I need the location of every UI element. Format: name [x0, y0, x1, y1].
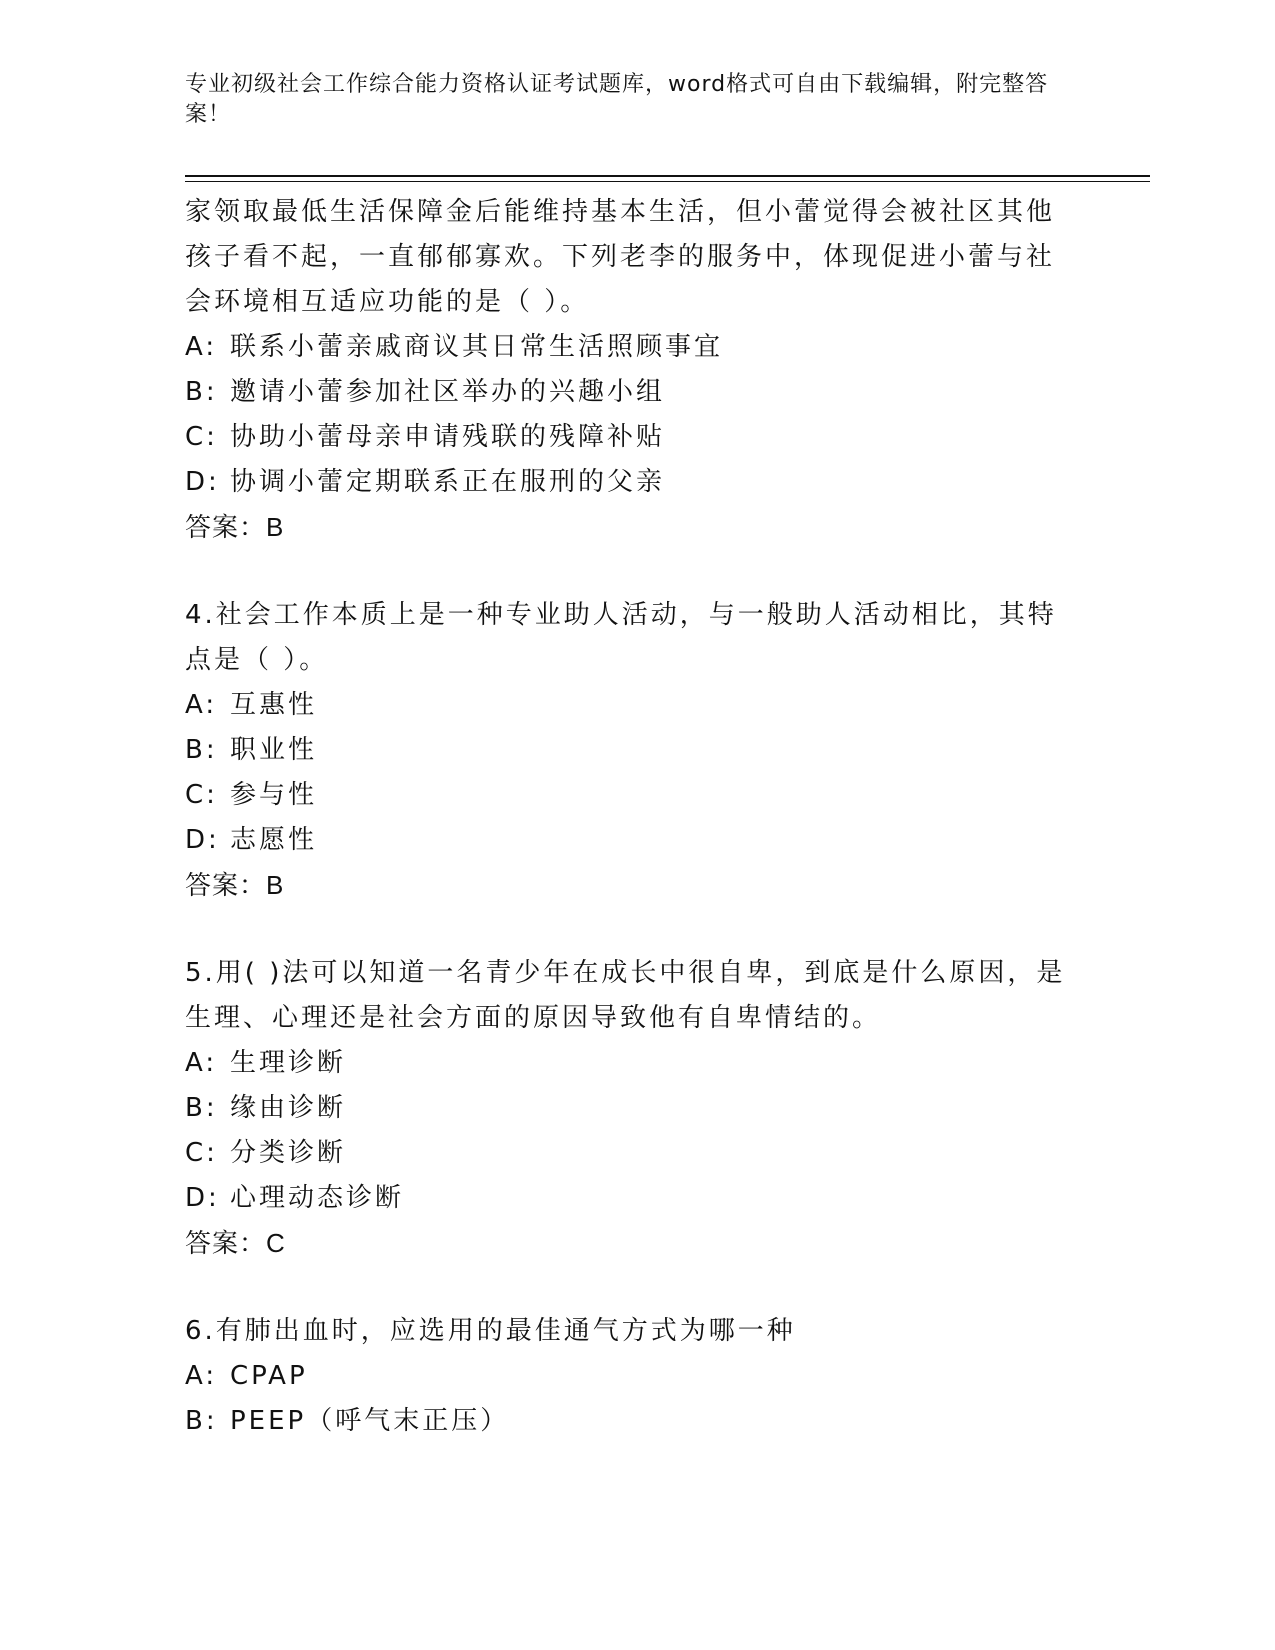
- question-stem-line: 家领取最低生活保障金后能维持基本生活，但小蕾觉得会被社区其他: [185, 197, 1056, 227]
- option-key: D:: [185, 467, 220, 497]
- option-text: 职业性: [230, 735, 318, 765]
- question-stem-line: 点是（ ）。: [185, 645, 329, 675]
- option-text: 心理动态诊断: [230, 1183, 405, 1213]
- option-d: [185, 818, 1065, 863]
- option-text: 协助小蕾母亲申请残联的残障补贴: [230, 422, 666, 452]
- option-key: A:: [185, 1361, 218, 1391]
- header-divider: [185, 175, 1150, 177]
- page-header: [185, 70, 1065, 130]
- option-d: [185, 1176, 1065, 1221]
- option-text: 协调小蕾定期联系正在服刑的父亲: [230, 467, 666, 497]
- option-key: C:: [185, 780, 218, 810]
- question-5: [185, 951, 1065, 1266]
- question-stem-line: 6.有肺出血时，应选用的最佳通气方式为哪一种: [185, 1316, 796, 1346]
- option-b: [185, 370, 1065, 415]
- option-key: A:: [185, 332, 218, 362]
- option-key: B:: [185, 377, 218, 407]
- question-stem-line: 孩子看不起，一直郁郁寡欢。下列老李的服务中，体现促进小蕾与社: [185, 242, 1056, 272]
- question-stem-line: 4.社会工作本质上是一种专业助人活动，与一般助人活动相比，其特: [185, 600, 1057, 630]
- option-c: [185, 415, 1065, 460]
- option-key: B:: [185, 735, 218, 765]
- header-title: 专业初级社会工作综合能力资格认证考试题库，word格式可自由下载编辑，附完整答案！: [185, 72, 1049, 127]
- option-key: A:: [185, 690, 218, 720]
- option-text: 联系小蕾亲戚商议其日常生活照顾事宜: [230, 332, 724, 362]
- option-key: B:: [185, 1093, 218, 1123]
- option-a: [185, 1041, 1065, 1086]
- question-stem-line: 会环境相互适应功能的是（ ）。: [185, 287, 590, 317]
- question-4: [185, 593, 1065, 908]
- option-a: [185, 325, 1065, 370]
- option-text: 邀请小蕾参加社区举办的兴趣小组: [230, 377, 666, 407]
- option-key: C:: [185, 1138, 218, 1168]
- answer: 答案：C: [185, 1228, 286, 1258]
- option-c: [185, 773, 1065, 818]
- option-text: 缘由诊断: [230, 1093, 347, 1123]
- option-text: CPAP: [230, 1361, 308, 1391]
- option-text: 生理诊断: [230, 1048, 347, 1078]
- option-text: PEEP（呼气末正压）: [230, 1406, 510, 1436]
- answer: 答案：B: [185, 512, 285, 542]
- option-b: [185, 1399, 1065, 1444]
- document-body: [185, 190, 1065, 1444]
- question-6: [185, 1309, 1065, 1444]
- option-text: 志愿性: [230, 825, 318, 855]
- option-a: [185, 1354, 1065, 1399]
- option-b: [185, 728, 1065, 773]
- option-b: [185, 1086, 1065, 1131]
- option-d: [185, 460, 1065, 505]
- option-c: [185, 1131, 1065, 1176]
- question-stem-line: 生理、心理还是社会方面的原因导致他有自卑情结的。: [185, 1003, 882, 1033]
- option-text: 参与性: [230, 780, 318, 810]
- option-key: D:: [185, 825, 220, 855]
- answer: 答案：B: [185, 870, 285, 900]
- option-key: D:: [185, 1183, 220, 1213]
- option-key: B:: [185, 1406, 218, 1436]
- option-key: A:: [185, 1048, 218, 1078]
- header-divider-thin: [185, 181, 1150, 182]
- option-text: 分类诊断: [230, 1138, 347, 1168]
- option-a: [185, 683, 1065, 728]
- question-stem-line: 5.用( )法可以知道一名青少年在成长中很自卑，到底是什么原因，是: [185, 958, 1066, 988]
- option-text: 互惠性: [230, 690, 318, 720]
- option-key: C:: [185, 422, 218, 452]
- question-3: [185, 190, 1065, 550]
